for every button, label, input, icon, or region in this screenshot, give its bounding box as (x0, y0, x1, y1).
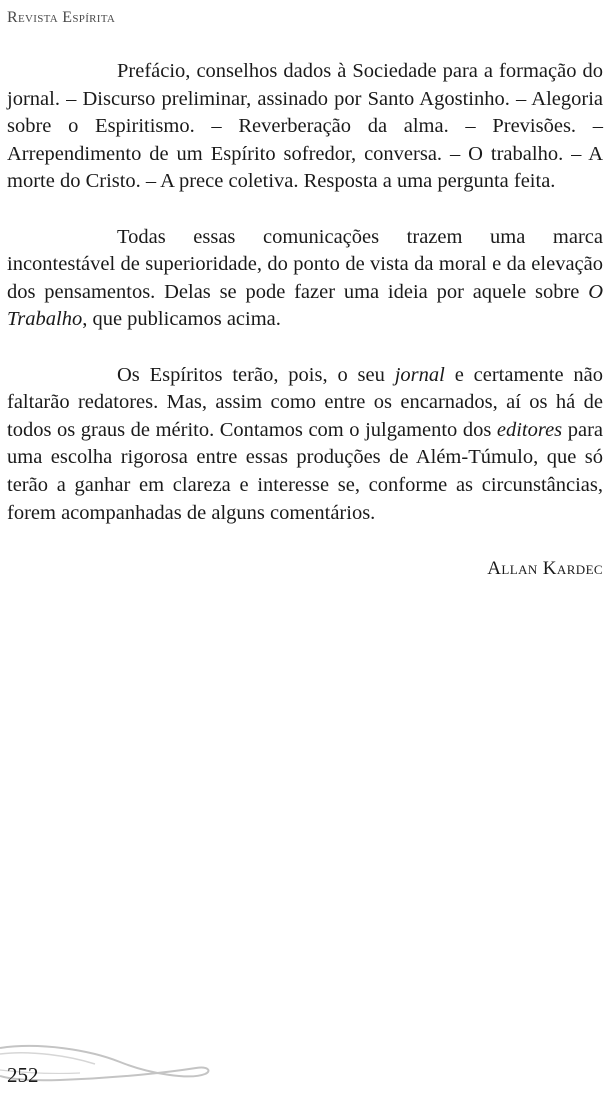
running-head-title: Revista Espírita (7, 9, 116, 26)
paragraph-3-italic-editores: editores (496, 418, 563, 441)
paragraph-3-italic-jornal: jornal (394, 363, 445, 386)
author-signature: Allan Kardec (487, 557, 603, 579)
paragraph-1 (7, 58, 603, 196)
paragraph-3-text-b: e certamente não faltarão redatores. Mas, assim como entre os encarnados, aí os há de todos os graus de mérito. Contamos com o julgamento dos (7, 363, 603, 441)
page-number: 252 (7, 1063, 39, 1087)
paragraph-3 (7, 362, 603, 528)
paragraph-2 (7, 224, 603, 334)
paragraph-3-text-a: Os Espíritos terão, pois, o seu (117, 363, 395, 386)
paragraph-2-text-a: Todas essas comunicações trazem uma marca incontestável de superioridade, do ponto de vista da moral e da elevação dos pensamentos. Delas se pode fazer uma ideia por aquele sobre (7, 225, 603, 303)
paragraph-1-text: Prefácio, conselhos dados à Sociedade para a formação do jornal. – Discurso preliminar, assinado por Santo Agostinho. – Alegoria sobre o Espiritismo. – Reverberação da alma. – Previsões. – Arrependimento de um Espírito sofredor, conversa. – O trabalho. – A morte do Cristo. – A prece coletiva. Resposta a uma pergunta feita. (7, 60, 603, 193)
paragraph-2-italic-title: O Trabalho (7, 280, 603, 331)
paragraph-2-text-b: , que publicamos acima. (82, 308, 281, 331)
paragraph-3-text-c: para uma escolha rigorosa entre essas produções de Além-Túmulo, que só terão a ganhar em clareza e interesse se, conforme as circunstâncias, forem acompanhadas de alguns comentários. (7, 418, 603, 524)
page-body (7, 58, 603, 582)
